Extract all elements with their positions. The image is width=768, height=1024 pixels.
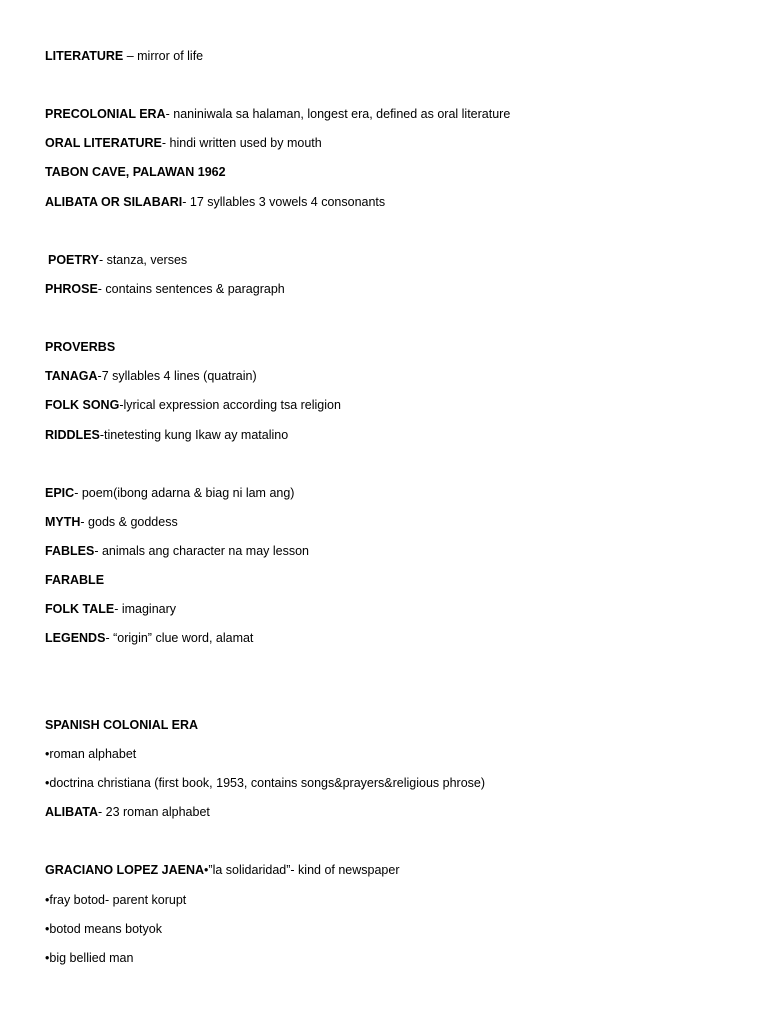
definition: - hindi written used by mouth [161, 136, 322, 150]
term: PRECOLONIAL ERA [45, 107, 166, 121]
definition: •”la solidaridad”- kind of newspaper [204, 863, 400, 877]
line-epic [45, 485, 294, 501]
line-farable [45, 572, 104, 588]
term: POETRY [48, 253, 99, 267]
bullet-text: •botod means botyok [45, 922, 162, 936]
line-literature [45, 48, 203, 64]
definition: -tinetesting kung Ikaw ay matalino [99, 428, 289, 442]
line-proverbs [45, 339, 115, 355]
term: LITERATURE [45, 49, 124, 63]
definition: - animals ang character na may lesson [94, 544, 309, 558]
definition: - naniniwala sa halaman, longest era, defined as oral literature [165, 107, 511, 121]
term: FARABLE [45, 573, 105, 587]
line-fables [45, 543, 309, 559]
definition: - stanza, verses [98, 253, 188, 267]
line-alibata-or-silabari [45, 194, 385, 210]
line-oral-literature [45, 135, 322, 151]
term: SPANISH COLONIAL ERA [45, 718, 199, 732]
term: FOLK TALE [45, 602, 115, 616]
term: LEGENDS [45, 631, 106, 645]
line-folk-tale [45, 601, 176, 617]
definition: – mirror of life [123, 49, 204, 63]
line-graciano-lopez-jaena [45, 862, 400, 878]
term: FOLK SONG [45, 398, 120, 412]
line-spanish-colonial-era [45, 717, 198, 733]
term: FABLES [45, 544, 95, 558]
bullet-text: •big bellied man [45, 951, 134, 965]
line-fray-botod [45, 892, 186, 908]
term: EPIC [45, 486, 75, 500]
term: GRACIANO LOPEZ JAENA [45, 863, 205, 877]
term: ALIBATA OR SILABARI [45, 195, 183, 209]
line-precolonial-era [45, 106, 510, 122]
definition: - contains sentences & paragraph [97, 282, 285, 296]
term: ORAL LITERATURE [45, 136, 162, 150]
term: RIDDLES [45, 428, 100, 442]
line-legends [45, 630, 253, 646]
bullet-text: •fray botod- parent korupt [45, 893, 187, 907]
line-roman-alphabet [45, 746, 136, 762]
line-myth [45, 514, 178, 530]
term: TABON CAVE, PALAWAN 1962 [45, 165, 226, 179]
definition: - 17 syllables 3 vowels 4 consonants [182, 195, 386, 209]
line-doctrina-christiana [45, 775, 485, 791]
term: ALIBATA [45, 805, 98, 819]
definition: - “origin” clue word, alamat [105, 631, 254, 645]
definition: - imaginary [114, 602, 177, 616]
definition: -7 syllables 4 lines (quatrain) [97, 369, 257, 383]
definition: - 23 roman alphabet [98, 805, 210, 819]
definition: - poem(ibong adarna & biag ni lam ang) [74, 486, 295, 500]
bullet-text: •roman alphabet [45, 747, 137, 761]
line-folk-song [45, 397, 341, 413]
line-tabon-cave [45, 164, 226, 180]
term: PHROSE [45, 282, 98, 296]
term: PROVERBS [45, 340, 116, 354]
term: TANAGA [45, 369, 98, 383]
line-alibata [45, 804, 210, 820]
line-phrose [45, 281, 285, 297]
line-tanaga [45, 368, 257, 384]
line-poetry [48, 252, 187, 268]
line-riddles [45, 427, 288, 443]
definition: - gods & goddess [80, 515, 178, 529]
line-big-bellied-man [45, 950, 133, 966]
line-botod-means-botyok [45, 921, 162, 937]
definition: -lyrical expression according tsa religion [119, 398, 341, 412]
term: MYTH [45, 515, 81, 529]
bullet-text: •doctrina christiana (first book, 1953, contains songs&prayers&religious phrose) [45, 776, 486, 790]
